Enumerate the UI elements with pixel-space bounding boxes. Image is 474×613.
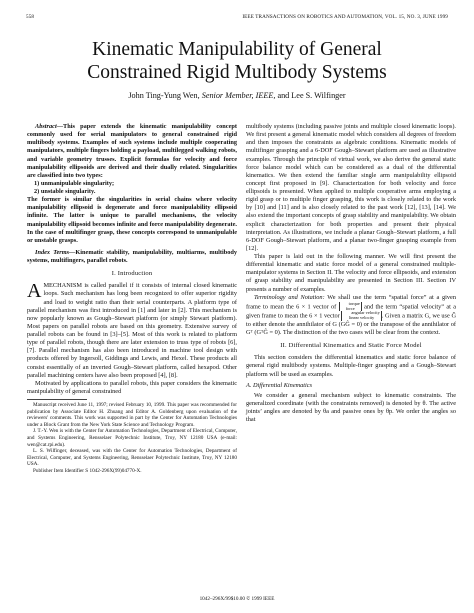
left-column: [27, 123, 237, 475]
author-1-role: Senior Member, IEEE,: [201, 91, 276, 100]
footnote-1: Manuscript received June 11, 1997; revised February 10, 1999. This paper was recommended for publication by Associate Editor H. Zhuang and Editor A. Goldenberg upon evaluation of the reviewers' comments. This work was supported in part by the Center for Automation Technologies under a Block Grant from the New York State Science and Technology Program.: [27, 402, 237, 428]
intro-paragraph-2: Motivated by applications to parallel robots, this paper considers the kinematic manipulability of general constrained: [27, 379, 237, 395]
journal-header: IEEE TRANSACTIONS ON ROBOTICS AND AUTOMATION, VOL. 15, NO. 3, JUNE 1999: [242, 14, 448, 20]
matrix-force: force: [345, 305, 355, 311]
abstract-continued: The former is similar the singularities in serial chains where velocity manipulability ellipsoid is degenerate and force manipulability ellipsoid infinite. The latter is unique to parallel mechanisms, the velocity manipulability ellipsoid becomes infinite and force manipulability degenerate. In the case of multifinger grasp, these concepts correspond to unmanipulable or unstable grasps.: [27, 196, 237, 244]
author-1: John Ting-Yung Wen,: [128, 91, 200, 100]
author-2: and Lee S. Wilfinger: [277, 91, 346, 100]
abstract: [27, 123, 237, 180]
drop-cap: A: [27, 280, 42, 303]
footnote-2: J. T.-Y. Wen is with the Center for Automation Technologies, Department of Electrical, Computer, and Systems Engineering, Rensselaer Polytechnic Institute, Troy, NY 12180 USA (e-mail: wen@cat.rpi.edu).: [27, 428, 237, 448]
abstract-text: This paper extends the kinematic manipulability concept commonly used for serial manipulators to general constrained rigid multibody systems. Examples of such systems include multiple cooperating manipulators, multiple fingers holding a payload, multilegged walking robots, and variable geometry trusses. Explicit formulas for velocity and force manipulability ellipsoids are derived and their dually related. Singularities are classified into two types:: [27, 123, 237, 179]
section-2-text: This section considers the differential kinematics and static force balance of general rigid multibody systems. Multiple-finger grasping and a Gough–Stewart platform will be used as examples.: [246, 354, 456, 378]
matrix-torque: torque: [348, 300, 360, 306]
index-terms-label: Index Terms—: [35, 248, 76, 256]
footnote-3: L. S. Wilfinger, deceased, was with the Center for Automation Technologies, Department of Electrical, Computer, and Systems Engineering, Rensselaer Polytechnic Institute, Troy, NY 12180 USA.: [27, 448, 237, 468]
right-paragraph-1: multibody systems (including passive joints and multiple closed kinematic loops). We first present a general kinematic model which considers all degrees of freedom and then imposes the constraints as algebraic conditions. Kinematic models of multifinger grasping and a 6-DOF Gough–Stewart platform are used as illustrative examples. Through the principle of virtual work, we also derive the general static force balance model which can be considered as a dual of the differential kinematics. We then extend the familiar single arm manipulability ellipsoid concept first proposed in [9]. Characterization for both velocity and force ellipsoids is presented. When applied to multiple cooperative arms employing a rigid grasp or to multiple finger grasping, this work is closely related to the work by [10] and [11] and is also closely related to the past work [12], [13], [14]. We also extend the important concepts of grasp stability and manipulability. We obtain explicit characterization for both properties and present their physical interpretation. As illustrations, we include a planar Gough–Stewart platform, a full 6-DOF Gough–Stewart platform, and a planar two-finger grasping example from [12].: [246, 123, 456, 252]
section-2-heading: II. Differential Kinematics and Static Force Model: [280, 342, 422, 350]
page-number: 558: [26, 14, 35, 20]
notation-text-a: We shall use the term “spatial force” at a given frame to mean the 6 × 1 vector of: [246, 293, 456, 310]
abstract-label: Abstract—: [35, 123, 63, 130]
right-paragraph-2: This paper is laid out in the following manner. We will first present the differential kinematic and static force model of a general constrained multiple-manipulator systems in Section II. The velocity and force ellipsoids, and extension of grasp stability and manipulability are presented in Section III. Section IV presents a number of examples.: [246, 253, 456, 293]
velocity-matrix: [341, 311, 381, 321]
index-terms-text: Kinematic stability, manipulability, multiarms, multibody systems, multifingers, parallel robots.: [27, 248, 237, 264]
notation-paragraph: [246, 294, 456, 338]
footnote-4: Publisher Item Identifier S 1042-296X(99)04770-X.: [33, 467, 142, 474]
singularity-item-2: 2) unstable singularity.: [34, 188, 96, 195]
title-line-1: Kinematic Manipulability of General: [92, 39, 382, 60]
title-line-2: Constrained Rigid Multibody Systems: [87, 62, 387, 83]
notation-label: Terminology and Notation:: [254, 293, 325, 301]
copyright-footer: 1042–296X/99$10.00 © 1999 IEEE: [199, 596, 275, 602]
subsection-a-text: We consider a general mechanism subject to kinematic constraints. The generalized coordinate (with the constraints removed) is denoted by θ. The active joints’ angles are denoted by θa and passive ones by θp. We order the angles so that: [246, 391, 456, 424]
paper-title: [20, 38, 454, 84]
singularity-item-1: 1) unmanipulable singularity;: [34, 179, 115, 187]
section-1-heading: I. Introduction: [111, 270, 153, 278]
matrix-angular-velocity: angular velocity: [351, 310, 380, 316]
matrix-linear-velocity: linear velocity: [348, 315, 375, 321]
intro-text-1: MECHANISM is called parallel if it consists of internal closed kinematic loops. Such mechanism has long been recognized to offer superior rigidity and load to weight ratio than their serial counterparts. A platform type of parallel mechanism was first introduced in [1] and later in [2]. This mechanism is now popularly known as Gough–Stewart platform (or simply Stewart platform). Most papers on parallel robots are based on this geometry. Extensive survey of parallel robots can be found in [3]–[5]. Most of this work is related to platform type of parallel robots, though there are later extension to truss type of robots [6], [7]. Parallel mechanism has also been introduced in machine tool design with products offered by Ingersoll, Giddings and Lewis, and Hexel. These products all consist essentially of an inverted Gough–Stewart platform, called hexapod. Other parallel machining centers have also been proposed [4], [8].: [27, 282, 237, 379]
right-column: [246, 123, 456, 424]
subsection-a-heading: A. Differential Kinematics: [246, 381, 313, 389]
intro-paragraph-1: [27, 282, 237, 380]
notation-text-c: . Given a matrix G, we use Ĝ to either denote the annihilator of G (GĜ = 0) or the transpose of the annihilator of Gᵀ (GᵀĜ = 0). The distinction of the two cases will be clear from the context.: [246, 312, 456, 337]
index-terms: [27, 249, 237, 265]
author-line: [20, 91, 454, 100]
running-head: [26, 14, 448, 22]
footnote-rule: [27, 399, 87, 400]
singularity-list: [27, 180, 237, 196]
notation-text-b: and the term “spatial velocity” at a given frame to mean the 6 × 1 vector: [246, 303, 457, 320]
